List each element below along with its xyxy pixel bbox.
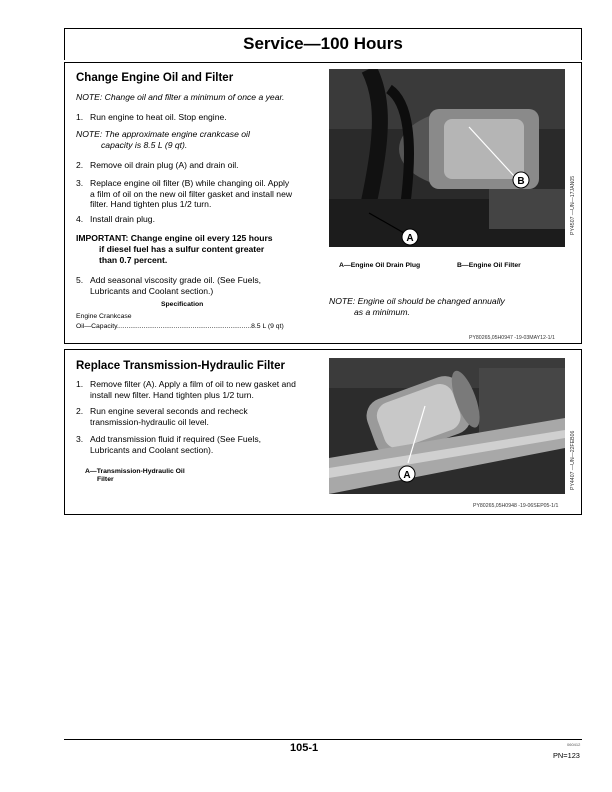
- note-annual-change-line1: NOTE: Engine oil should be changed annually: [329, 296, 505, 306]
- spec-line-1: Engine Crankcase: [76, 313, 132, 320]
- step-number: 1.: [76, 112, 84, 122]
- step-number: 4.: [76, 214, 84, 224]
- section-change-engine-oil: [64, 62, 582, 344]
- step-text-line1: Add seasonal viscosity grade oil. (See Fuels,: [90, 275, 262, 285]
- note-crankcase-capacity-line2: capacity is 8.5 L (9 qt).: [101, 140, 188, 150]
- engine-illustration: [329, 69, 565, 247]
- important-notice-line1: IMPORTANT: Change engine oil every 125 hours: [76, 233, 273, 243]
- step-text-line1: Run engine several seconds and recheck: [90, 406, 248, 416]
- footer-reference: PY80265,05H0947 -19-03MAY12-1/1: [469, 335, 555, 341]
- page-title: Service—100 Hours: [243, 34, 403, 53]
- footer-rule: [64, 739, 582, 740]
- callout-a: A: [406, 233, 414, 244]
- callout-b: B: [517, 176, 525, 187]
- transmission-illustration: [329, 358, 565, 494]
- step-text-line1: Replace engine oil filter (B) while changing oil. Apply: [90, 178, 290, 188]
- step-text-line2: Lubricants and Coolant section.): [90, 285, 214, 296]
- step-text-line3: filter. Hand tighten plus 1/2 turn.: [90, 199, 212, 209]
- note-crankcase-capacity-line1: NOTE: The approximate engine crankcase oil: [76, 129, 250, 139]
- step-number: 1.: [76, 379, 84, 389]
- caption-a-line1: A—Transmission-Hydraulic Oil: [85, 468, 185, 475]
- important-notice-line2: if diesel fuel has a sulfur content greater: [99, 244, 265, 254]
- important-notice-line3: than 0.7 percent.: [99, 255, 168, 265]
- section-title: Replace Transmission-Hydraulic Filter: [76, 360, 285, 372]
- step-text-line1: Add transmission fluid if required (See Fuels,: [90, 434, 261, 444]
- callout-a: A: [403, 470, 411, 481]
- step-text-line1: Remove filter (A). Apply a film of oil to new gasket and: [90, 379, 296, 389]
- engine-oil-photo: [329, 69, 565, 247]
- section-transmission-filter: [64, 349, 582, 515]
- caption-a: A—Engine Oil Drain Plug: [339, 262, 421, 269]
- part-number: PN=123: [553, 751, 580, 760]
- caption-a-line2: Filter: [97, 476, 114, 483]
- step-number: 2.: [76, 406, 84, 416]
- step-number: 3.: [76, 178, 84, 188]
- step-number: 2.: [76, 160, 84, 170]
- spec-line-2: Oil—Capacity.......................................................................8.5 L (9 qt): [76, 323, 284, 330]
- step-number: 5.: [76, 275, 84, 285]
- step-text-line2: a film of oil on the new oil filter gasket and install new: [90, 188, 293, 199]
- photo-reference: PY4407 —UN—22FEB06: [570, 430, 576, 490]
- spec-heading: Specification: [161, 301, 204, 308]
- tiny-code: 060412: [567, 742, 581, 747]
- note-oil-change-frequency: NOTE: Change oil and filter a minimum of once a year.: [76, 92, 285, 102]
- step-text: Remove oil drain plug (A) and drain oil.: [90, 160, 239, 170]
- caption-b: B—Engine Oil Filter: [457, 262, 521, 269]
- step-text: Install drain plug.: [90, 214, 155, 224]
- step-text-line2: transmission-hydraulic oil level.: [90, 416, 209, 427]
- footer-reference: PY80265,05H0948 -19-06SEP05-1/1: [473, 503, 559, 509]
- step-text-line2: Lubricants and Coolant section).: [90, 444, 214, 455]
- page-number: 105-1: [290, 742, 319, 754]
- section-title: Change Engine Oil and Filter: [76, 72, 234, 84]
- step-number: 3.: [76, 434, 84, 444]
- note-annual-change-line2: as a minimum.: [354, 307, 410, 317]
- step-text-line2: install new filter. Hand tighten plus 1/2 turn.: [90, 389, 254, 400]
- photo-reference: PY4507 —UN—17JAN05: [570, 175, 576, 235]
- step-text: Run engine to heat oil. Stop engine.: [90, 112, 227, 122]
- transmission-filter-photo: [329, 358, 565, 494]
